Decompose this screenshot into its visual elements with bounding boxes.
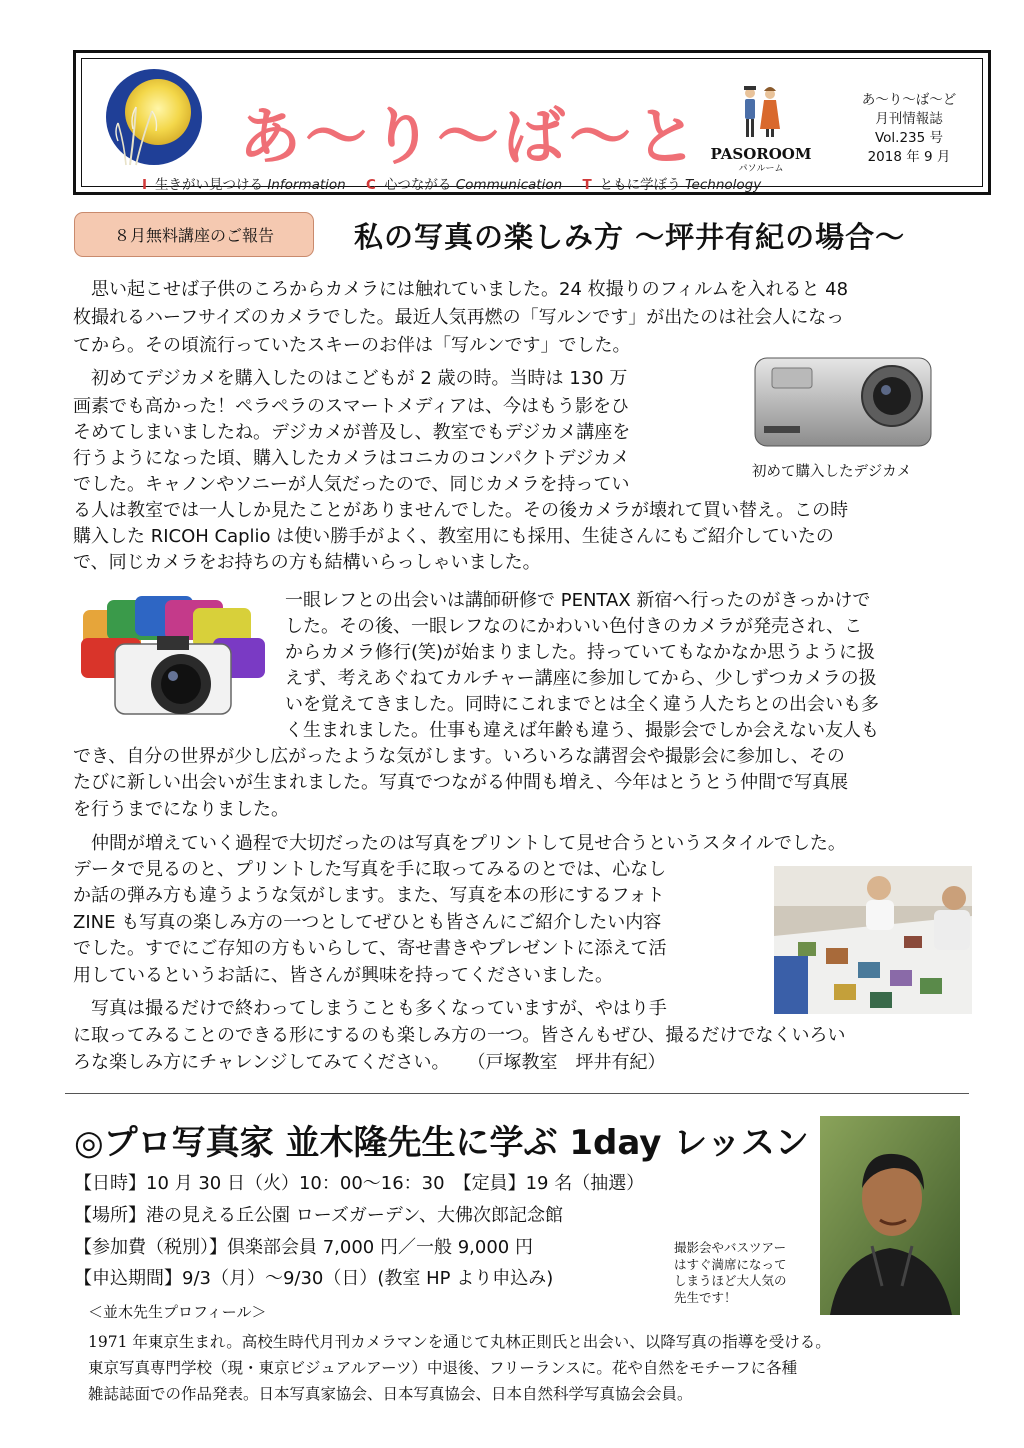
detail-application-period: 【申込期間】9/3（月）～9/30（日）(教室 HP より申込み) xyxy=(74,1268,554,1289)
body-line: ZINE も写真の楽しみ方の一つとしてぜひとも皆さんにご紹介したい内容 xyxy=(73,912,662,933)
profile-line: 1971 年東京生まれ。高校生時代月刊カメラマンを通じて丸林正則氏と出会い、以降写真の指導を受ける。 xyxy=(88,1333,831,1351)
tagline-letter: T xyxy=(582,177,592,193)
publication-name: あ～り～ば～ど xyxy=(861,92,957,108)
tagline-en: Information xyxy=(267,177,346,193)
body-line: した。その後、一眼レフなのにかわいい色付きのカメラが発売され、こ xyxy=(285,616,863,637)
side-note-line: 先生です！ xyxy=(674,1289,737,1305)
profile-line: 東京写真専門学校（現・東京ビジュアルアーツ）中退後、フリーランスに。花や自然をモチーフに各種 xyxy=(88,1359,798,1377)
masthead-inner-frame xyxy=(81,58,983,193)
body-line: いを覚えてきました。同時にこれまでとは全く違う人たちとの出会いも多 xyxy=(285,694,879,715)
tagline xyxy=(142,173,777,193)
profile-line: 雑誌誌面での作品発表。日本写真家協会、日本写真協会、日本自然科学写真協会会員。 xyxy=(88,1385,693,1403)
masthead xyxy=(73,50,991,195)
body-line: 初めてデジカメを購入したのはこどもが 2 歳の時。当時は 130 万 xyxy=(73,368,628,389)
side-note-line: 撮影会やバスツアー xyxy=(674,1240,787,1255)
workshop-photo xyxy=(774,866,972,1014)
volume-number: Vol.235 号 xyxy=(874,130,944,146)
colorful-dslr-cameras-photo xyxy=(73,590,271,728)
detail-venue: 【場所】港の見える丘公園 ローズガーデン、大佛次郎記念館 xyxy=(74,1205,564,1226)
body-line: 枚撮れるハーフサイズのカメラでした。最近人気再燃の「写ルンです」が出たのは社会人になっ xyxy=(73,307,845,328)
body-line: データで見るのと、プリントした写真を手に取ってみるのとでは、心なし xyxy=(73,859,667,880)
photographer-portrait xyxy=(820,1116,960,1315)
body-line: ろな楽しみ方にチャレンジしてみてください。 （戸塚教室 坪井有紀） xyxy=(73,1052,666,1073)
body-line: からカメラ修行(笑)が始まりました。持っていてもなかなか思うように扱 xyxy=(285,642,876,663)
section-divider xyxy=(65,1093,969,1094)
pasoroom-kana: パソルーム xyxy=(738,164,784,174)
side-note xyxy=(674,1240,814,1306)
body-line: を行うまでになりました。 xyxy=(73,799,289,820)
body-line: 写真は撮るだけで終わってしまうことも多くなっていますが、やはり手 xyxy=(73,998,667,1019)
body-line: でした。すでにご存知の方もいらして、寄せ書きやプレゼントに添えて活 xyxy=(73,938,667,959)
publication-info xyxy=(854,91,964,167)
profile-heading: ＜並木先生プロフィール＞ xyxy=(88,1303,267,1321)
body-line: てから。その頃流行っていたスキーのお伴は「写ルンです」でした。 xyxy=(73,335,631,356)
body-line: 購入した RICOH Caplio は使い勝手がよく、教室用にも採用、生徒さんにもご紹介していたの xyxy=(73,526,834,547)
body-line: そめてしまいましたね。デジカメが普及し、教室でもデジカメ講座を xyxy=(73,422,631,443)
body-line: 一眼レフとの出会いは講師研修で PENTAX 新宿へ行ったのがきっかけで xyxy=(285,590,871,611)
report-badge: ８月無料講座のご報告 xyxy=(74,212,314,257)
body-line: 用しているというお話に、皆さんが興味を持ってくださいました。 xyxy=(73,965,613,986)
body-line: か話の弾み方も違うような気がします。また、写真を本の形にするフォト xyxy=(73,885,665,906)
tagline-en: Technology xyxy=(684,177,762,193)
tagline-jp: 心つながる xyxy=(383,177,452,193)
body-line: 仲間が増えていく過程で大切だったのは写真をプリントして見せ合うというスタイルでした。 xyxy=(73,833,846,854)
body-line: く生まれました。仕事も違えば年齢も違う、撮影会でしか会えない友人も xyxy=(285,720,879,741)
tagline-jp: 生きがい見つける xyxy=(155,177,264,193)
article-title: 私の写真の楽しみ方 ～坪井有紀の場合～ xyxy=(354,220,906,254)
issue-date: 2018 年 9 月 xyxy=(867,149,951,165)
lesson-title: ◎プロ写真家 並木隆先生に学ぶ 1day レッスン xyxy=(74,1123,809,1163)
moon-logo-icon xyxy=(100,67,208,167)
body-line: で、同じカメラをお持ちの方も結構いらっしゃいました。 xyxy=(73,552,541,573)
side-note-line: しまうほど大人気の xyxy=(674,1273,787,1288)
magazine-title: あ～り～ば～と xyxy=(239,100,702,173)
tagline-en: Communication xyxy=(455,177,563,193)
camera-caption: 初めて購入したデジカメ xyxy=(752,464,912,480)
body-line: 思い起こせば子供のころからカメラには触れていました。24 枚撮りのフィルムを入れると 48 xyxy=(73,279,849,300)
body-line: 行うようになった頃、購入したカメラはコニカのコンパクトデジカメ xyxy=(73,448,630,469)
compact-camera-photo xyxy=(752,352,934,452)
tagline-jp: ともに学ぼう xyxy=(599,177,681,193)
body-line: に取ってみることのできる形にするのも楽しみ方の一つ。皆さんもぜひ、撮るだけでなくいろい xyxy=(73,1025,846,1046)
pasoroom-name: PASOROOM xyxy=(710,145,812,163)
tagline-letter: C xyxy=(366,177,376,193)
detail-fee: 【参加費（税別）】倶楽部会員 7,000 円／一般 9,000 円 xyxy=(74,1237,533,1258)
publication-type: 月刊情報誌 xyxy=(875,111,943,127)
couple-figures-icon xyxy=(710,85,812,141)
tagline-letter: I xyxy=(142,177,148,193)
body-line: でき、自分の世界が少し広がったような気がします。いろいろな講習会や撮影会に参加し、その xyxy=(73,746,845,767)
body-line: たびに新しい出会いが生まれました。写真でつながる仲間も増え、今年はとうとう仲間で写真展 xyxy=(73,772,849,793)
body-line: 画素でも高かった！ペラペラのスマートメディアは、今はもう影をひ xyxy=(73,396,630,417)
pasoroom-logo xyxy=(710,85,812,174)
body-line: る人は教室では一人しか見たことがありませんでした。その後カメラが壊れて買い替え。この時 xyxy=(73,500,849,521)
detail-schedule: 【日時】10 月 30 日（火）10：00～16：30 【定員】19 名（抽選） xyxy=(74,1173,645,1194)
body-line: でした。キャノンやソニーが人気だったので、同じカメラを持ってい xyxy=(73,474,630,495)
side-note-line: はすぐ満席になって xyxy=(674,1256,787,1272)
body-line: えず、考えあぐねてカルチャー講座に参加してから、少しずつカメラの扱 xyxy=(285,668,877,689)
